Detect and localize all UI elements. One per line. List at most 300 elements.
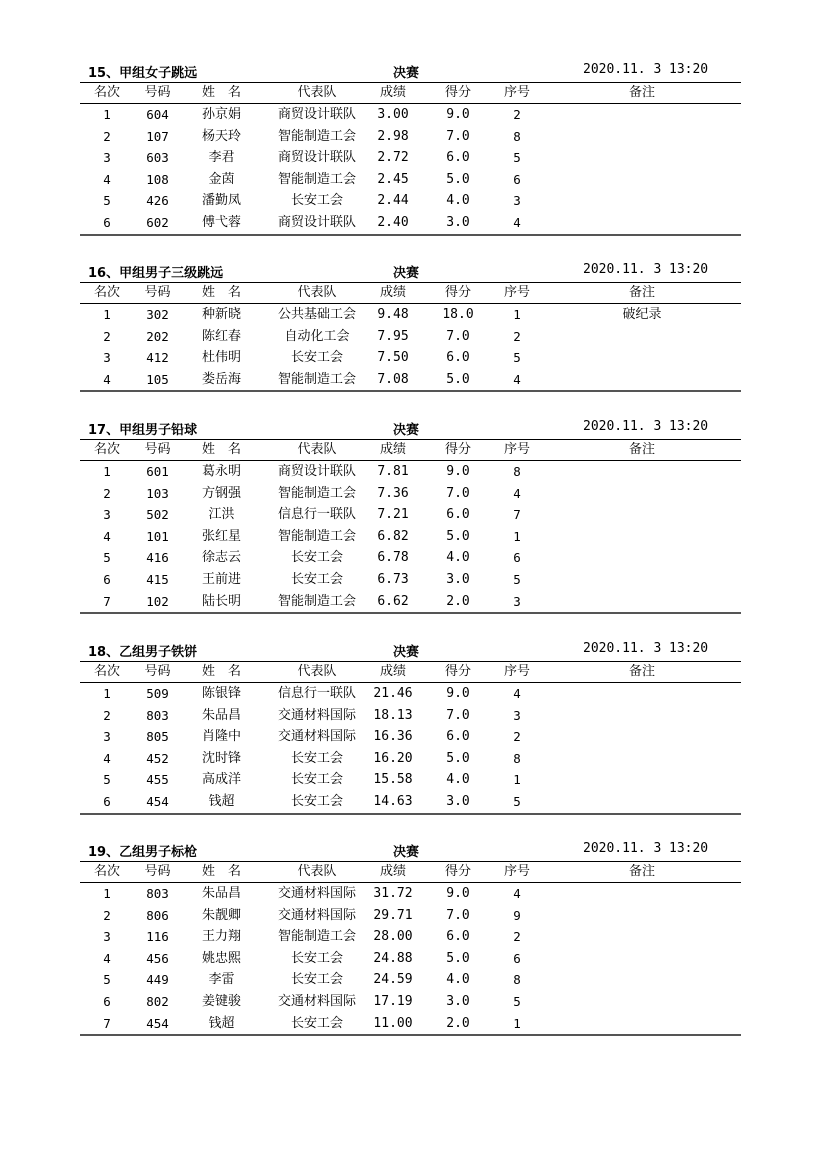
event-round: 决赛 xyxy=(393,645,420,660)
column-header-name: 姓 名 xyxy=(201,864,241,879)
cell-bib: 108 xyxy=(146,171,169,187)
column-header-name: 姓 名 xyxy=(201,664,241,679)
event-date: 2020.11. 3 xyxy=(583,262,662,277)
cell-result: 17.19 xyxy=(373,993,413,1009)
column-header-name: 姓 名 xyxy=(201,285,241,300)
cell-bib: 502 xyxy=(146,507,169,523)
cell-rank: 5 xyxy=(103,193,111,209)
cell-bib: 452 xyxy=(146,750,169,766)
cell-points: 3.0 xyxy=(446,793,470,809)
cell-points: 6.0 xyxy=(446,150,470,166)
cell-rank: 6 xyxy=(103,214,111,230)
cell-rank: 3 xyxy=(103,350,111,366)
cell-result: 7.36 xyxy=(377,485,409,501)
table-row xyxy=(80,347,741,369)
cell-bib: 802 xyxy=(146,993,169,1009)
table-bottom-rule xyxy=(80,813,741,815)
cell-team: 商贸设计联队 xyxy=(277,214,356,230)
event-section xyxy=(80,62,741,236)
cell-order: 6 xyxy=(513,550,521,566)
cell-bib: 603 xyxy=(146,150,169,166)
event-time: 13:20 xyxy=(669,419,709,434)
column-header-name: 姓 名 xyxy=(201,85,241,100)
cell-rank: 4 xyxy=(103,750,111,766)
cell-name: 朱品昌 xyxy=(201,886,241,901)
cell-order: 4 xyxy=(513,371,521,387)
cell-points: 5.0 xyxy=(446,171,470,187)
column-header-team: 代表队 xyxy=(297,664,337,679)
table-row xyxy=(80,748,741,770)
cell-bib: 803 xyxy=(146,707,169,723)
cell-order: 8 xyxy=(513,972,521,988)
cell-name: 徐志云 xyxy=(201,550,241,566)
cell-order: 3 xyxy=(513,707,521,723)
event-time: 13:20 xyxy=(669,841,709,856)
table-row xyxy=(80,726,741,748)
cell-name: 葛永明 xyxy=(201,464,241,479)
column-header-team: 代表队 xyxy=(297,285,337,300)
cell-name: 陆长明 xyxy=(201,593,241,609)
table-bottom-rule xyxy=(80,612,741,614)
event-section xyxy=(80,419,741,614)
event-header xyxy=(80,62,741,82)
column-header-result: 成绩 xyxy=(379,664,406,679)
cell-team: 智能制造工会 xyxy=(277,593,356,609)
event-date: 2020.11. 3 xyxy=(583,419,662,434)
cell-rank: 4 xyxy=(103,950,111,966)
cell-team: 交通材料国际 xyxy=(277,707,356,723)
cell-bib: 416 xyxy=(146,550,169,566)
cell-bib: 803 xyxy=(146,886,169,901)
cell-rank: 4 xyxy=(103,371,111,387)
cell-result: 21.46 xyxy=(373,686,413,701)
cell-team: 交通材料国际 xyxy=(277,886,356,901)
column-header-result: 成绩 xyxy=(379,442,406,457)
cell-order: 1 xyxy=(513,528,521,544)
cell-bib: 509 xyxy=(146,686,169,701)
column-header-note: 备注 xyxy=(628,442,655,457)
table-row xyxy=(80,705,741,727)
cell-name: 方钢强 xyxy=(201,485,241,501)
cell-result: 18.13 xyxy=(373,707,413,723)
cell-team: 商贸设计联队 xyxy=(277,107,356,122)
cell-bib: 202 xyxy=(146,328,169,344)
column-header-points: 得分 xyxy=(444,442,471,457)
cell-order: 5 xyxy=(513,571,521,587)
cell-name: 娄岳海 xyxy=(201,371,241,387)
cell-points: 9.0 xyxy=(446,686,470,701)
cell-result: 6.73 xyxy=(377,571,409,587)
cell-team: 长安工会 xyxy=(290,772,343,788)
cell-team: 交通材料国际 xyxy=(277,993,356,1009)
cell-rank: 6 xyxy=(103,993,111,1009)
table-row xyxy=(80,212,741,234)
cell-name: 姚忠熙 xyxy=(201,950,241,966)
cell-order: 5 xyxy=(513,993,521,1009)
column-header-result: 成绩 xyxy=(379,285,406,300)
column-header-note: 备注 xyxy=(628,285,655,300)
table-bottom-rule xyxy=(80,1034,741,1036)
cell-team: 长安工会 xyxy=(290,571,343,587)
cell-bib: 604 xyxy=(146,107,169,122)
table-row xyxy=(80,483,741,505)
cell-result: 28.00 xyxy=(373,929,413,945)
cell-name: 杜伟明 xyxy=(201,350,241,366)
table-row xyxy=(80,547,741,569)
column-header-note: 备注 xyxy=(628,664,655,679)
cell-order: 7 xyxy=(513,507,521,523)
table-row xyxy=(80,526,741,548)
cell-rank: 4 xyxy=(103,171,111,187)
cell-rank: 1 xyxy=(103,464,111,479)
event-section xyxy=(80,641,741,815)
cell-points: 9.0 xyxy=(446,464,470,479)
cell-name: 高成洋 xyxy=(201,772,241,788)
cell-order: 4 xyxy=(513,485,521,501)
cell-points: 3.0 xyxy=(446,993,470,1009)
cell-order: 1 xyxy=(513,772,521,788)
column-header-rank: 名次 xyxy=(93,664,120,679)
table-row xyxy=(80,504,741,526)
column-header-rank: 名次 xyxy=(93,442,120,457)
column-header-order: 序号 xyxy=(503,85,530,100)
cell-points: 4.0 xyxy=(446,550,470,566)
cell-result: 11.00 xyxy=(373,1015,413,1031)
column-header-name: 姓 名 xyxy=(201,442,241,457)
cell-name: 孙京娟 xyxy=(201,107,241,122)
cell-points: 5.0 xyxy=(446,750,470,766)
cell-team: 长安工会 xyxy=(290,950,343,966)
column-header-rank: 名次 xyxy=(93,864,120,879)
table-row xyxy=(80,591,741,613)
cell-team: 长安工会 xyxy=(290,350,343,366)
cell-order: 2 xyxy=(513,107,521,122)
cell-bib: 105 xyxy=(146,371,169,387)
cell-rank: 1 xyxy=(103,107,111,122)
event-round: 决赛 xyxy=(393,845,420,860)
cell-team: 智能制造工会 xyxy=(277,171,356,187)
cell-order: 1 xyxy=(513,1015,521,1031)
cell-result: 6.78 xyxy=(377,550,409,566)
cell-result: 24.59 xyxy=(373,972,413,988)
cell-result: 16.20 xyxy=(373,750,413,766)
cell-name: 姜键骏 xyxy=(201,993,241,1009)
column-header-order: 序号 xyxy=(503,442,530,457)
cell-bib: 415 xyxy=(146,571,169,587)
cell-name: 朱靓卿 xyxy=(201,907,241,923)
cell-rank: 5 xyxy=(103,972,111,988)
cell-rank: 5 xyxy=(103,550,111,566)
event-header xyxy=(80,262,741,282)
cell-order: 8 xyxy=(513,750,521,766)
table-row xyxy=(80,169,741,191)
column-header-note: 备注 xyxy=(628,85,655,100)
cell-bib: 107 xyxy=(146,128,169,144)
event-round: 决赛 xyxy=(393,266,420,281)
column-header-rank: 名次 xyxy=(93,85,120,100)
cell-points: 2.0 xyxy=(446,593,470,609)
cell-name: 沈时锋 xyxy=(201,750,241,766)
column-header-row xyxy=(80,662,741,682)
column-header-bib: 号码 xyxy=(144,285,171,300)
cell-result: 7.95 xyxy=(377,328,409,344)
event-round: 决赛 xyxy=(393,66,420,81)
cell-team: 智能制造工会 xyxy=(277,528,356,544)
cell-rank: 1 xyxy=(103,886,111,901)
cell-name: 种新晓 xyxy=(201,307,241,322)
cell-name: 傅弋蓉 xyxy=(201,214,241,230)
cell-points: 3.0 xyxy=(446,571,470,587)
column-header-result: 成绩 xyxy=(379,85,406,100)
cell-order: 2 xyxy=(513,929,521,945)
cell-rank: 2 xyxy=(103,128,111,144)
cell-result: 29.71 xyxy=(373,907,413,923)
cell-points: 18.0 xyxy=(442,307,474,322)
table-row xyxy=(80,969,741,991)
cell-rank: 3 xyxy=(103,507,111,523)
column-header-team: 代表队 xyxy=(297,85,337,100)
column-header-result: 成绩 xyxy=(379,864,406,879)
cell-name: 陈红春 xyxy=(201,328,241,344)
event-time: 13:20 xyxy=(669,262,709,277)
cell-result: 2.72 xyxy=(377,150,409,166)
column-header-row xyxy=(80,440,741,460)
cell-note: 破纪录 xyxy=(622,307,662,322)
cell-team: 智能制造工会 xyxy=(277,128,356,144)
cell-points: 7.0 xyxy=(446,485,470,501)
cell-points: 7.0 xyxy=(446,128,470,144)
cell-team: 信息行一联队 xyxy=(277,686,356,701)
table-row xyxy=(80,1013,741,1035)
cell-name: 张红星 xyxy=(201,528,241,544)
cell-team: 交通材料国际 xyxy=(277,729,356,745)
cell-team: 长安工会 xyxy=(290,550,343,566)
cell-team: 交通材料国际 xyxy=(277,907,356,923)
table-row xyxy=(80,991,741,1013)
cell-bib: 116 xyxy=(146,929,169,945)
cell-team: 长安工会 xyxy=(290,972,343,988)
cell-rank: 5 xyxy=(103,772,111,788)
cell-order: 5 xyxy=(513,150,521,166)
cell-bib: 602 xyxy=(146,214,169,230)
cell-result: 7.50 xyxy=(377,350,409,366)
cell-bib: 454 xyxy=(146,793,169,809)
event-title: 18、乙组男子铁饼 xyxy=(88,645,198,660)
table-row xyxy=(80,147,741,169)
cell-result: 31.72 xyxy=(373,886,413,901)
cell-rank: 1 xyxy=(103,686,111,701)
cell-name: 王前进 xyxy=(201,571,241,587)
cell-order: 5 xyxy=(513,793,521,809)
cell-result: 7.21 xyxy=(377,507,409,523)
cell-points: 5.0 xyxy=(446,528,470,544)
cell-points: 4.0 xyxy=(446,193,470,209)
cell-bib: 101 xyxy=(146,528,169,544)
cell-bib: 805 xyxy=(146,729,169,745)
column-header-row xyxy=(80,83,741,103)
cell-team: 智能制造工会 xyxy=(277,371,356,387)
cell-points: 7.0 xyxy=(446,707,470,723)
cell-bib: 449 xyxy=(146,972,169,988)
cell-team: 公共基础工会 xyxy=(277,307,356,322)
table-row xyxy=(80,569,741,591)
cell-order: 4 xyxy=(513,886,521,901)
table-row xyxy=(80,926,741,948)
cell-order: 4 xyxy=(513,686,521,701)
table-bottom-rule xyxy=(80,234,741,236)
column-header-bib: 号码 xyxy=(144,442,171,457)
event-date: 2020.11. 3 xyxy=(583,841,662,856)
cell-result: 9.48 xyxy=(377,307,409,322)
cell-team: 长安工会 xyxy=(290,1015,343,1031)
cell-bib: 426 xyxy=(146,193,169,209)
cell-points: 5.0 xyxy=(446,950,470,966)
event-title: 15、甲组女子跳远 xyxy=(88,66,198,81)
cell-team: 智能制造工会 xyxy=(277,485,356,501)
event-round: 决赛 xyxy=(393,423,420,438)
cell-result: 6.62 xyxy=(377,593,409,609)
table-row xyxy=(80,326,741,348)
cell-points: 7.0 xyxy=(446,907,470,923)
cell-order: 9 xyxy=(513,907,521,923)
table-row xyxy=(80,905,741,927)
cell-name: 金茵 xyxy=(208,171,235,187)
event-section xyxy=(80,262,741,392)
column-header-points: 得分 xyxy=(444,285,471,300)
column-header-order: 序号 xyxy=(503,664,530,679)
cell-name: 李雷 xyxy=(208,972,235,988)
cell-bib: 103 xyxy=(146,485,169,501)
cell-name: 王力翔 xyxy=(201,929,241,945)
cell-bib: 302 xyxy=(146,307,169,322)
event-time: 13:20 xyxy=(669,641,709,656)
cell-order: 3 xyxy=(513,593,521,609)
cell-name: 江洪 xyxy=(208,507,235,523)
cell-points: 6.0 xyxy=(446,507,470,523)
cell-result: 7.08 xyxy=(377,371,409,387)
cell-name: 钱超 xyxy=(208,1015,235,1031)
cell-order: 6 xyxy=(513,171,521,187)
cell-order: 5 xyxy=(513,350,521,366)
cell-rank: 7 xyxy=(103,593,111,609)
cell-rank: 3 xyxy=(103,929,111,945)
table-row xyxy=(80,104,741,126)
column-header-bib: 号码 xyxy=(144,85,171,100)
cell-name: 潘勤凤 xyxy=(201,193,241,209)
event-title: 19、乙组男子标枪 xyxy=(88,845,198,860)
cell-bib: 456 xyxy=(146,950,169,966)
event-header xyxy=(80,841,741,861)
cell-team: 信息行一联队 xyxy=(277,507,356,523)
cell-rank: 2 xyxy=(103,328,111,344)
cell-order: 8 xyxy=(513,464,521,479)
table-row xyxy=(80,126,741,148)
cell-result: 24.88 xyxy=(373,950,413,966)
cell-points: 6.0 xyxy=(446,350,470,366)
event-title: 17、甲组男子铅球 xyxy=(88,423,198,438)
cell-rank: 6 xyxy=(103,571,111,587)
column-header-bib: 号码 xyxy=(144,664,171,679)
cell-order: 2 xyxy=(513,328,521,344)
table-row xyxy=(80,190,741,212)
column-header-points: 得分 xyxy=(444,864,471,879)
cell-result: 2.98 xyxy=(377,128,409,144)
event-header xyxy=(80,641,741,661)
table-row xyxy=(80,304,741,326)
cell-order: 6 xyxy=(513,950,521,966)
cell-result: 7.81 xyxy=(377,464,409,479)
cell-rank: 4 xyxy=(103,528,111,544)
cell-rank: 1 xyxy=(103,307,111,322)
cell-result: 3.00 xyxy=(377,107,409,122)
event-title: 16、甲组男子三级跳远 xyxy=(88,266,224,281)
cell-points: 2.0 xyxy=(446,1015,470,1031)
cell-rank: 3 xyxy=(103,150,111,166)
cell-team: 商贸设计联队 xyxy=(277,464,356,479)
cell-result: 2.44 xyxy=(377,193,409,209)
cell-order: 4 xyxy=(513,214,521,230)
cell-order: 1 xyxy=(513,307,521,322)
cell-points: 3.0 xyxy=(446,214,470,230)
table-row xyxy=(80,769,741,791)
table-row xyxy=(80,948,741,970)
cell-points: 6.0 xyxy=(446,929,470,945)
table-row xyxy=(80,683,741,705)
cell-name: 杨天玲 xyxy=(201,128,241,144)
cell-points: 9.0 xyxy=(446,886,470,901)
cell-bib: 601 xyxy=(146,464,169,479)
cell-points: 7.0 xyxy=(446,328,470,344)
cell-name: 钱超 xyxy=(208,793,235,809)
column-header-points: 得分 xyxy=(444,85,471,100)
cell-points: 6.0 xyxy=(446,729,470,745)
cell-rank: 2 xyxy=(103,907,111,923)
column-header-points: 得分 xyxy=(444,664,471,679)
column-header-row xyxy=(80,862,741,882)
cell-team: 长安工会 xyxy=(290,750,343,766)
event-date: 2020.11. 3 xyxy=(583,641,662,656)
table-row xyxy=(80,369,741,391)
cell-order: 8 xyxy=(513,128,521,144)
cell-rank: 6 xyxy=(103,793,111,809)
cell-bib: 454 xyxy=(146,1015,169,1031)
cell-team: 商贸设计联队 xyxy=(277,150,356,166)
cell-bib: 806 xyxy=(146,907,169,923)
cell-rank: 2 xyxy=(103,707,111,723)
cell-rank: 7 xyxy=(103,1015,111,1031)
cell-order: 3 xyxy=(513,193,521,209)
column-header-bib: 号码 xyxy=(144,864,171,879)
cell-rank: 3 xyxy=(103,729,111,745)
table-row xyxy=(80,461,741,483)
event-date: 2020.11. 3 xyxy=(583,62,662,77)
table-row xyxy=(80,883,741,905)
cell-team: 长安工会 xyxy=(290,793,343,809)
table-bottom-rule xyxy=(80,390,741,392)
event-time: 13:20 xyxy=(669,62,709,77)
event-header xyxy=(80,419,741,439)
cell-team: 智能制造工会 xyxy=(277,929,356,945)
column-header-team: 代表队 xyxy=(297,442,337,457)
cell-result: 2.45 xyxy=(377,171,409,187)
cell-bib: 412 xyxy=(146,350,169,366)
table-row xyxy=(80,791,741,813)
column-header-note: 备注 xyxy=(628,864,655,879)
cell-result: 2.40 xyxy=(377,214,409,230)
cell-points: 5.0 xyxy=(446,371,470,387)
cell-name: 朱品昌 xyxy=(201,707,241,723)
cell-result: 16.36 xyxy=(373,729,413,745)
